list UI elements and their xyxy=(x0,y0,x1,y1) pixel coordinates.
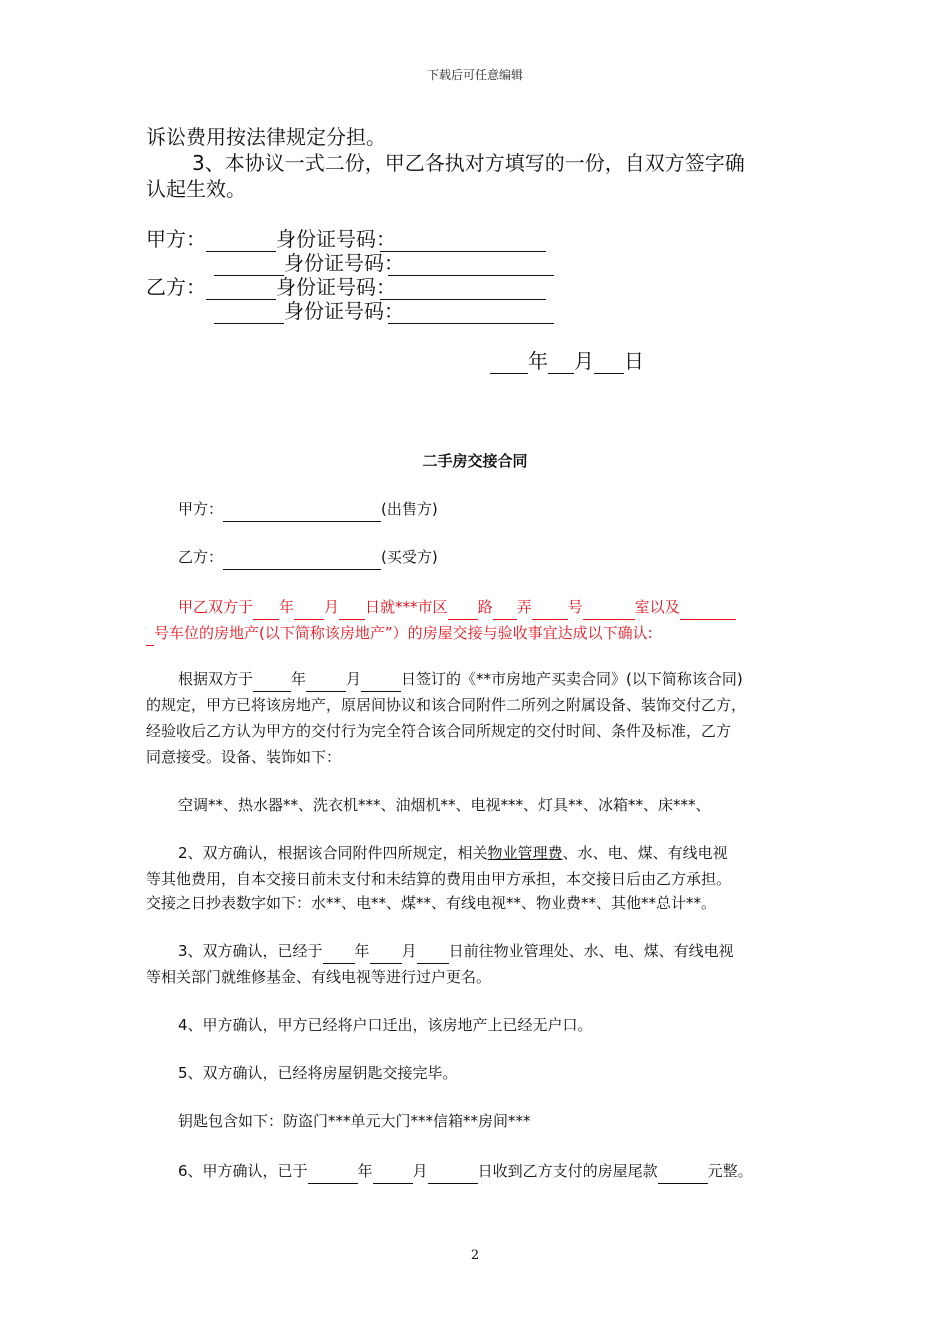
id-label: 身份证号码： xyxy=(276,275,396,299)
basis-line-1 xyxy=(146,666,848,692)
blank xyxy=(306,675,346,692)
equipment-list: 空调**、热水器**、洗衣机***、油烟机**、电视***、灯具**、冰箱**、床***、 xyxy=(178,796,711,814)
text: 月 xyxy=(346,670,362,688)
text: 日前往物业管理处、水、电、煤、有线电视 xyxy=(448,942,734,960)
blank xyxy=(532,603,568,620)
blank xyxy=(370,947,402,964)
page-header: 下载后可任意编辑 xyxy=(426,68,523,82)
basis-line-3: 经验收后乙方认为甲方的交付行为完全符合该合同所规定的交付时间、条件及标准，乙方 xyxy=(146,722,732,740)
blank xyxy=(680,603,736,620)
blank xyxy=(253,675,291,692)
id-number-blank xyxy=(380,229,546,252)
party-a-line xyxy=(146,496,848,522)
clause-6 xyxy=(146,1158,848,1184)
party-a-role: (出售方) xyxy=(381,500,438,518)
month-label: 月 xyxy=(574,349,594,373)
blank xyxy=(448,603,478,620)
clause-5: 5、双方确认，已经将房屋钥匙交接完毕。 xyxy=(178,1064,458,1082)
text: 6、甲方确认，已于 xyxy=(178,1162,308,1180)
keys-list: 钥匙包含如下：防盗门***单元大门***信箱**房间*** xyxy=(178,1112,531,1130)
red-text: 室以及 xyxy=(634,598,680,616)
signature-party-b-2 xyxy=(214,298,554,324)
text: 年 xyxy=(357,1162,373,1180)
red-text: 号 xyxy=(567,598,583,616)
id-number-blank xyxy=(388,253,554,276)
blank xyxy=(294,603,324,620)
blank xyxy=(361,675,401,692)
blank xyxy=(308,1167,358,1184)
party-b-sign-label: 乙方： xyxy=(146,275,206,299)
party-a-name-blank-2 xyxy=(214,253,284,276)
signature-party-a xyxy=(146,226,546,252)
party-a-sign-label: 甲方： xyxy=(146,227,206,251)
id-label: 身份证号码： xyxy=(276,227,396,251)
page-number: 2 xyxy=(470,1248,480,1263)
blank xyxy=(493,603,517,620)
contract-title: 二手房交接合同 xyxy=(422,452,528,470)
id-number-blank xyxy=(388,301,554,324)
red-clause-line-1 xyxy=(146,594,848,620)
red-text: 月 xyxy=(324,598,340,616)
red-text: 年 xyxy=(279,598,295,616)
year-label: 年 xyxy=(528,349,548,373)
day-label: 日 xyxy=(624,349,644,373)
date-line xyxy=(490,348,644,374)
red-text: 号车位的房地产(以下简称该房地产”）的房屋交接与验收事宜达成以下确认: xyxy=(154,624,653,642)
blank xyxy=(583,603,635,620)
red-text: 路 xyxy=(477,598,493,616)
clause-2-line-2: 等其他费用，自本交接日前未支付和未结算的费用由甲方承担，本交接日后由乙方承担。 xyxy=(146,870,732,888)
basis-line-2: 的规定，甲方已将该房地产，原居间协议和该合同附件二所列之附属设备、装饰交付乙方， xyxy=(146,696,747,714)
basis-line-4: 同意接受。设备、装饰如下： xyxy=(146,748,342,766)
blank xyxy=(373,1167,413,1184)
clause-3-line-2: 等相关部门就维修基金、有线电视等进行过户更名。 xyxy=(146,968,492,986)
text: 、水、电、煤、有线电视 xyxy=(562,844,728,862)
party-b-name-blank xyxy=(206,277,276,300)
party-b-role: (买受方) xyxy=(381,548,438,566)
text: 根据双方于 xyxy=(178,670,254,688)
signature-party-b xyxy=(146,274,546,300)
year-blank xyxy=(490,351,528,374)
clause-2-line-3: 交接之日抄表数字如下：水**、电**、煤**、有线电视**、物业费**、其他**总计**。 xyxy=(146,894,717,912)
id-label: 身份证号码： xyxy=(284,299,404,323)
party-b-blank xyxy=(223,553,381,570)
text: 月 xyxy=(401,942,417,960)
text: 2、双方确认，根据该合同附件四所规定，相关 xyxy=(178,844,488,862)
clause-3-line-1 xyxy=(146,938,848,964)
red-text: 日就***市区 xyxy=(365,598,448,616)
blank xyxy=(339,603,365,620)
signature-party-a-2 xyxy=(214,250,554,276)
blank xyxy=(323,947,355,964)
party-b-line xyxy=(146,544,848,570)
month-blank xyxy=(548,351,574,374)
clause-2-line-1 xyxy=(146,840,848,866)
blank xyxy=(428,1167,478,1184)
party-a-label: 甲方： xyxy=(178,500,224,518)
party-a-name-blank xyxy=(206,229,276,252)
text: 日签订的《**市房地产买卖合同》(以下简称该合同) xyxy=(401,670,743,688)
id-label: 身份证号码： xyxy=(284,251,404,275)
id-number-blank xyxy=(380,277,546,300)
party-b-name-blank-2 xyxy=(214,301,284,324)
day-blank xyxy=(594,351,624,374)
property-fee-term: 物业管理费 xyxy=(487,844,563,862)
intro-line-3: 认起生效。 xyxy=(146,177,246,201)
intro-line-1: 诉讼费用按法律规定分担。 xyxy=(146,125,386,149)
party-a-blank xyxy=(223,505,381,522)
text: 元整。 xyxy=(707,1162,753,1180)
clause-4: 4、甲方确认，甲方已经将户口迁出，该房地产上已经无户口。 xyxy=(178,1016,593,1034)
red-text: 弄 xyxy=(516,598,532,616)
intro-line-2: 3、本协议一式二份，甲乙各执对方填写的一份，自双方签字确 xyxy=(192,151,745,175)
text: 年 xyxy=(354,942,370,960)
blank xyxy=(253,603,279,620)
blank xyxy=(146,629,154,646)
red-clause-line-2 xyxy=(146,620,816,646)
red-text: 甲乙双方于 xyxy=(178,598,254,616)
text: 月 xyxy=(412,1162,428,1180)
blank xyxy=(658,1167,708,1184)
text: 年 xyxy=(291,670,307,688)
blank xyxy=(417,947,449,964)
text: 3、双方确认，已经于 xyxy=(178,942,323,960)
text: 日收到乙方支付的房屋尾款 xyxy=(477,1162,658,1180)
party-b-label: 乙方： xyxy=(178,548,224,566)
